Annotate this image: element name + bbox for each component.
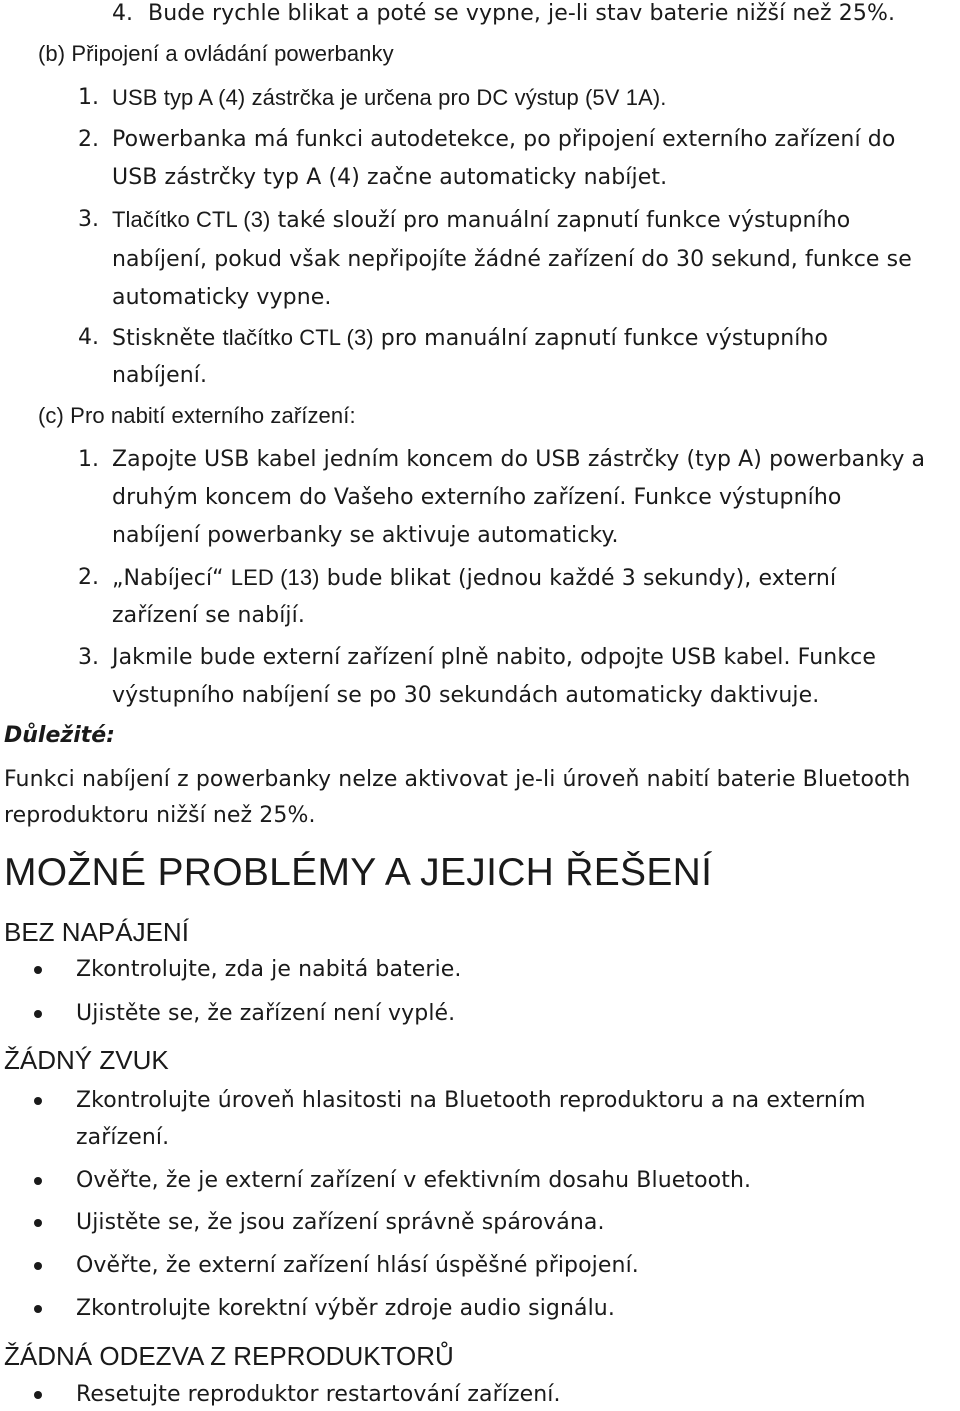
text-run: „Nabíjecí“ [112, 566, 231, 591]
list-number: 2. [78, 127, 99, 152]
section-heading: ŽÁDNÝ ZVUK [4, 1045, 169, 1075]
list-number: 4. [78, 325, 99, 350]
page-title: MOŽNÉ PROBLÉMY A JEJICH ŘEŠENÍ [4, 851, 713, 894]
list-item-text: nabíjení. [112, 363, 208, 388]
text-run: bude blikat (jednou každé 3 sekundy), externí [319, 566, 837, 591]
text-run: pro manuální zapnutí funkce výstupního [373, 326, 829, 351]
list-number: 2. [78, 565, 99, 590]
list-number: 4. [112, 1, 133, 26]
list-item-text: Zapojte USB kabel jedním koncem do USB zástrčky (typ A) powerbanky a [112, 447, 926, 472]
list-item-text: Ujistěte se, že jsou zařízení správně spárována. [76, 1210, 605, 1235]
bullet-icon [34, 1219, 42, 1227]
list-item-text: automaticky vypne. [112, 285, 332, 310]
list-number: 3. [78, 207, 99, 232]
list-item-text: nabíjení, pokud však nepřipojíte žádné zařízení do 30 sekund, funkce se [112, 247, 912, 272]
list-number: 1. [78, 85, 99, 110]
list-item-text: Ověřte, že je externí zařízení v efektivním dosahu Bluetooth. [76, 1168, 752, 1193]
bullet-icon [34, 1391, 42, 1399]
emphasis: Tlačítko CTL (3) [112, 207, 271, 232]
important-text: Funkci nabíjení z powerbanky nelze aktivovat je-li úroveň nabití baterie Bluetooth [4, 767, 911, 792]
section-c-heading: (c) Pro nabití externího zařízení: [38, 403, 356, 428]
list-item-text: Zkontrolujte, zda je nabitá baterie. [76, 957, 462, 982]
important-text: reproduktoru nižší než 25%. [4, 803, 316, 828]
list-item-text: výstupního nabíjení se po 30 sekundách automaticky daktivuje. [112, 683, 820, 708]
list-number: 3. [78, 645, 99, 670]
list-item-text: USB typ A (4) zástrčka je určena pro DC výstup (5V 1A). [112, 85, 667, 110]
list-item-text [112, 564, 836, 593]
list-item-text [112, 324, 828, 353]
list-item-text: Ověřte, že externí zařízení hlásí úspěšné připojení. [76, 1253, 639, 1278]
list-item-text [112, 206, 850, 235]
emphasis: LED (13) [230, 565, 320, 590]
section-heading: BEZ NAPÁJENÍ [4, 917, 189, 947]
list-item-text: zařízení. [76, 1125, 170, 1150]
list-item-text: druhým koncem do Vašeho externího zařízení. Funkce výstupního [112, 485, 842, 510]
list-item-text: Resetujte reproduktor restartování zařízení. [76, 1382, 561, 1407]
list-item-text: USB zástrčky typ A (4) začne automaticky nabíjet. [112, 165, 668, 190]
list-item-text: Zkontrolujte úroveň hlasitosti na Bluetooth reproduktoru a na externím [76, 1088, 866, 1113]
list-item-text: zařízení se nabíjí. [112, 603, 305, 628]
list-item-text: Jakmile bude externí zařízení plně nabito, odpojte USB kabel. Funkce [112, 645, 876, 670]
list-item-text: nabíjení powerbanky se aktivuje automaticky. [112, 523, 619, 548]
text-run: také slouží pro manuální zapnutí funkce výstupního [270, 208, 851, 233]
list-number: 1. [78, 447, 99, 472]
bullet-icon [34, 966, 42, 974]
bullet-icon [34, 1262, 42, 1270]
list-item-text: Zkontrolujte korektní výběr zdroje audio signálu. [76, 1296, 615, 1321]
list-item-text: Powerbanka má funkci autodetekce, po připojení externího zařízení do [112, 127, 896, 152]
list-item-text: Bude rychle blikat a poté se vypne, je-li stav baterie nižší než 25%. [148, 1, 896, 26]
emphasis: tlačítko CTL (3) [222, 325, 374, 350]
important-label: Důležité: [4, 723, 115, 748]
list-item-text: Ujistěte se, že zařízení není vyplé. [76, 1001, 456, 1026]
section-b-heading: (b) Připojení a ovládání powerbanky [38, 41, 394, 66]
bullet-icon [34, 1305, 42, 1313]
text-run: Stiskněte [112, 326, 223, 351]
bullet-icon [34, 1177, 42, 1185]
bullet-icon [34, 1010, 42, 1018]
bullet-icon [34, 1097, 42, 1105]
section-heading: ŽÁDNÁ ODEZVA Z REPRODUKTORŮ [4, 1341, 454, 1371]
